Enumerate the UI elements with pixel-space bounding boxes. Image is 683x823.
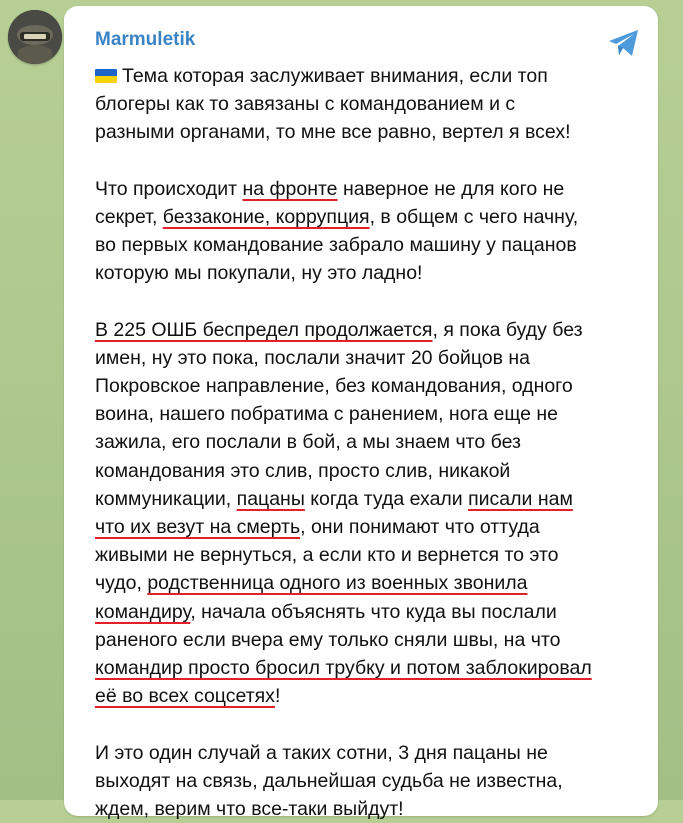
paragraph-gap [95,710,645,738]
underlined-phrase: на фронте [242,177,338,200]
text-line [95,62,645,90]
text-line: воина, нашего побратима с ранением, нога еще не [95,403,559,426]
text-segment: , они понимают что оттуда [300,516,540,538]
text-line: блогеры как то завязаны с командованием и с [95,93,516,116]
text-segment: , я пока буду без [432,318,583,341]
text-segment: наверное не для кого не [337,177,565,200]
text-line: раненого если вчера ему только сняли швы, на что [95,628,561,651]
text-line: выходят на связь, дальнейшая судьба не известна, [95,769,563,792]
underlined-phrase: командиру [95,600,191,623]
text-line [95,654,645,682]
text-segment: ! [274,685,281,708]
paragraph-gap [95,147,645,175]
text-segment: , в общем с чего начну, [369,205,579,228]
text-line: во первых командование забрало машину у пацанов [95,234,577,257]
text-line: командования это слив, просто слив, никакой [95,459,511,482]
text-segment: Тема которая заслуживает внимания, если топ [122,65,548,87]
text-segment: секрет, [95,205,163,228]
text-segment: когда туда ехали [304,487,469,510]
text-line: Покровское направление, без командования, одного [95,375,573,398]
underlined-phrase: беззаконие, коррупция [162,205,370,228]
text-line: ждем, верим что все-таки выйдут! [95,797,404,820]
text-segment: чудо, [95,572,148,595]
underlined-phrase: что их везут на смерть [95,516,301,538]
underlined-phrase: писали нам [468,487,573,510]
paragraph-gap [95,288,645,316]
text-line [95,569,645,597]
avatar-image [8,10,62,64]
text-line [95,513,645,541]
text-segment: Что происходит [95,177,243,200]
channel-name[interactable]: Marmuletik [95,29,196,50]
text-line [95,598,645,626]
channel-avatar[interactable] [8,10,62,64]
underlined-phrase: пацаны [236,487,305,510]
message-bubble [64,6,658,820]
text-line [95,316,645,344]
underlined-phrase: В 225 ОШБ беспредел продолжается [95,318,433,341]
text-line: имен, ну это пока, послали значит 20 бойцов на [95,346,531,369]
text-line [95,175,645,203]
text-line: зажила, его послали в бой, а мы знаем что без [95,431,521,454]
text-segment: , начала объяснять что куда вы послали [190,600,557,623]
underlined-phrase: её во всех соцсетях [95,685,275,708]
text-segment: коммуникации, [95,487,237,510]
message-text [95,62,645,823]
underlined-phrase: командир просто бросил трубку и потом заблокировал [95,656,592,679]
telegram-share-icon[interactable] [607,28,641,58]
text-line [95,485,645,513]
text-line [95,682,645,710]
underlined-phrase: родственница одного из военных звонила [147,572,528,595]
text-line: которую мы покупали, ну это ладно! [95,262,423,285]
text-line: разными органами, то мне все равно, вертел я всех! [95,121,571,144]
text-line: живыми не вернуться, а если кто и вернется то это [95,544,559,567]
text-line [95,203,645,231]
text-line: И это один случай а таких сотни, 3 дня пацаны не [95,741,548,764]
ukraine-flag-icon [95,69,117,83]
